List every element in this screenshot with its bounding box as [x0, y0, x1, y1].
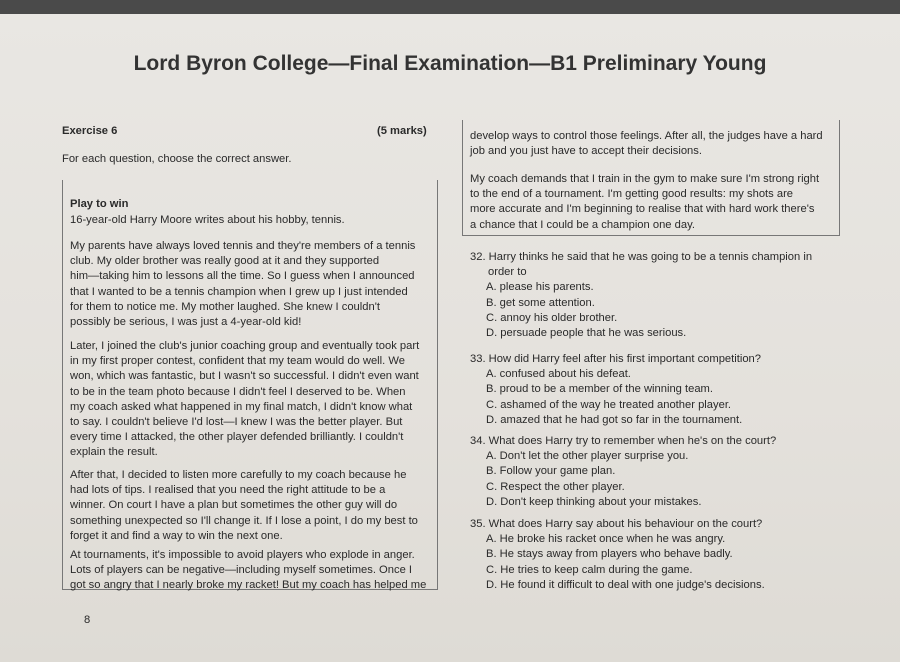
text-line: winner. On court I have a plan but sometimes the other guy will do: [70, 499, 398, 512]
option-a[interactable]: A. confused about his defeat.: [486, 368, 631, 381]
exercise-marks: (5 marks): [377, 125, 427, 137]
text-line: my coach asked what happened in my final match, I didn't know what: [70, 400, 413, 413]
option-d[interactable]: D. persuade people that he was serious.: [486, 327, 687, 340]
question-35: [470, 517, 765, 593]
passage-paragraph-1: [70, 239, 415, 330]
page-number: 8: [84, 614, 91, 626]
passage-paragraph-2: [70, 339, 419, 461]
text-line: that I wanted to be a tennis champion when I grew up I just intended: [70, 285, 408, 298]
passage-intro: 16-year-old Harry Moore writes about his hobby, tennis.: [70, 214, 345, 226]
question-stem: 35. What does Harry say about his behaviour on the court?: [470, 518, 763, 530]
text-line: won, which was fantastic, but I wasn't so successful. I didn't even want: [70, 370, 419, 383]
text-line: At tournaments, it's impossible to avoid players who explode in anger.: [70, 549, 415, 561]
question-stem: 33. How did Harry feel after his first important competition?: [470, 353, 761, 365]
text-line: more accurate and I'm beginning to realise that with hard work there's: [470, 203, 815, 216]
option-b[interactable]: B. proud to be a member of the winning team.: [486, 383, 713, 396]
text-line: something unexpected so I'll change it. If I lose a point, I do my best to: [70, 514, 418, 527]
passage-paragraph-4-continued: [470, 129, 823, 159]
text-line: to the end of a tournament. I'm getting good results: my shots are: [470, 188, 794, 201]
option-d[interactable]: D. He found it difficult to deal with one judge's decisions.: [486, 578, 765, 591]
question-stem: order to: [488, 266, 527, 279]
text-line: forget it and find a way to win the next one.: [70, 529, 283, 542]
question-34: [470, 434, 776, 510]
text-line: every time I attacked, the other player defended brilliantly. I couldn't: [70, 431, 404, 444]
passage-paragraph-4: [70, 548, 426, 594]
text-line: Later, I joined the club's junior coaching group and eventually took part: [70, 340, 420, 352]
text-line: had lots of tips. I realised that you need the right attitude to be a: [70, 484, 386, 497]
text-line: possibly be serious, I was just a 4-year-old kid!: [70, 316, 302, 329]
question-33: [470, 352, 761, 428]
option-c[interactable]: C. He tries to keep calm during the game.: [486, 563, 693, 576]
passage-paragraph-5: [470, 172, 819, 233]
option-c[interactable]: C. annoy his older brother.: [486, 311, 618, 324]
text-line: job and you just have to accept their decisions.: [470, 145, 702, 158]
option-a[interactable]: A. please his parents.: [486, 281, 594, 294]
option-b[interactable]: B. Follow your game plan.: [486, 465, 616, 478]
exercise-instruction: For each question, choose the correct answer.: [62, 153, 292, 165]
text-line: to be in the team photo because I didn't feel I deserved to be. When: [70, 385, 406, 398]
passage-title: Play to win: [70, 198, 129, 210]
text-line: After that, I decided to listen more carefully to my coach because he: [70, 469, 407, 481]
option-c[interactable]: C. ashamed of the way he treated another player.: [486, 398, 732, 411]
page-title: Lord Byron College—Final Examination—B1 Preliminary Young: [133, 52, 767, 75]
option-a[interactable]: A. He broke his racket once when he was angry.: [486, 533, 726, 546]
option-c[interactable]: C. Respect the other player.: [486, 480, 625, 493]
text-line: him—taking him to lessons all the time. So I guess when I announced: [70, 270, 415, 283]
option-d[interactable]: D. Don't keep thinking about your mistakes.: [486, 495, 702, 508]
text-line: develop ways to control those feelings. After all, the judges have a hard: [470, 130, 823, 142]
passage-paragraph-3: [70, 468, 418, 544]
option-b[interactable]: B. He stays away from players who behave badly.: [486, 548, 733, 561]
text-line: My parents have always loved tennis and they're members of a tennis: [70, 240, 416, 252]
text-line: My coach demands that I train in the gym to make sure I'm strong right: [470, 173, 820, 185]
option-b[interactable]: B. get some attention.: [486, 296, 595, 309]
text-line: to say. I couldn't believe I'd lost—I knew I was the better player. But: [70, 416, 403, 429]
text-line: got so angry that I nearly broke my racket! But my coach has helped me: [70, 579, 427, 592]
text-line: in my first proper contest, confident that my team would do well. We: [70, 355, 405, 368]
question-stem: 32. Harry thinks he said that he was going to be a tennis champion in: [470, 251, 813, 263]
option-a[interactable]: A. Don't let the other player surprise you.: [486, 450, 689, 463]
exercise-label: Exercise 6: [62, 125, 118, 137]
text-line: Lots of players can be negative—including myself sometimes. Once I: [70, 564, 413, 577]
text-line: explain the result.: [70, 446, 158, 459]
top-edge-bar: [0, 0, 900, 14]
question-32: [470, 250, 812, 341]
text-line: a chance that I could be a champion one day.: [470, 218, 695, 231]
question-stem: 34. What does Harry try to remember when he's on the court?: [470, 435, 777, 447]
text-line: for them to notice me. My mother laughed. She knew I couldn't: [70, 300, 380, 313]
text-line: club. My older brother was really good at it and they supported: [70, 255, 380, 268]
option-d[interactable]: D. amazed that he had got so far in the tournament.: [486, 413, 743, 426]
